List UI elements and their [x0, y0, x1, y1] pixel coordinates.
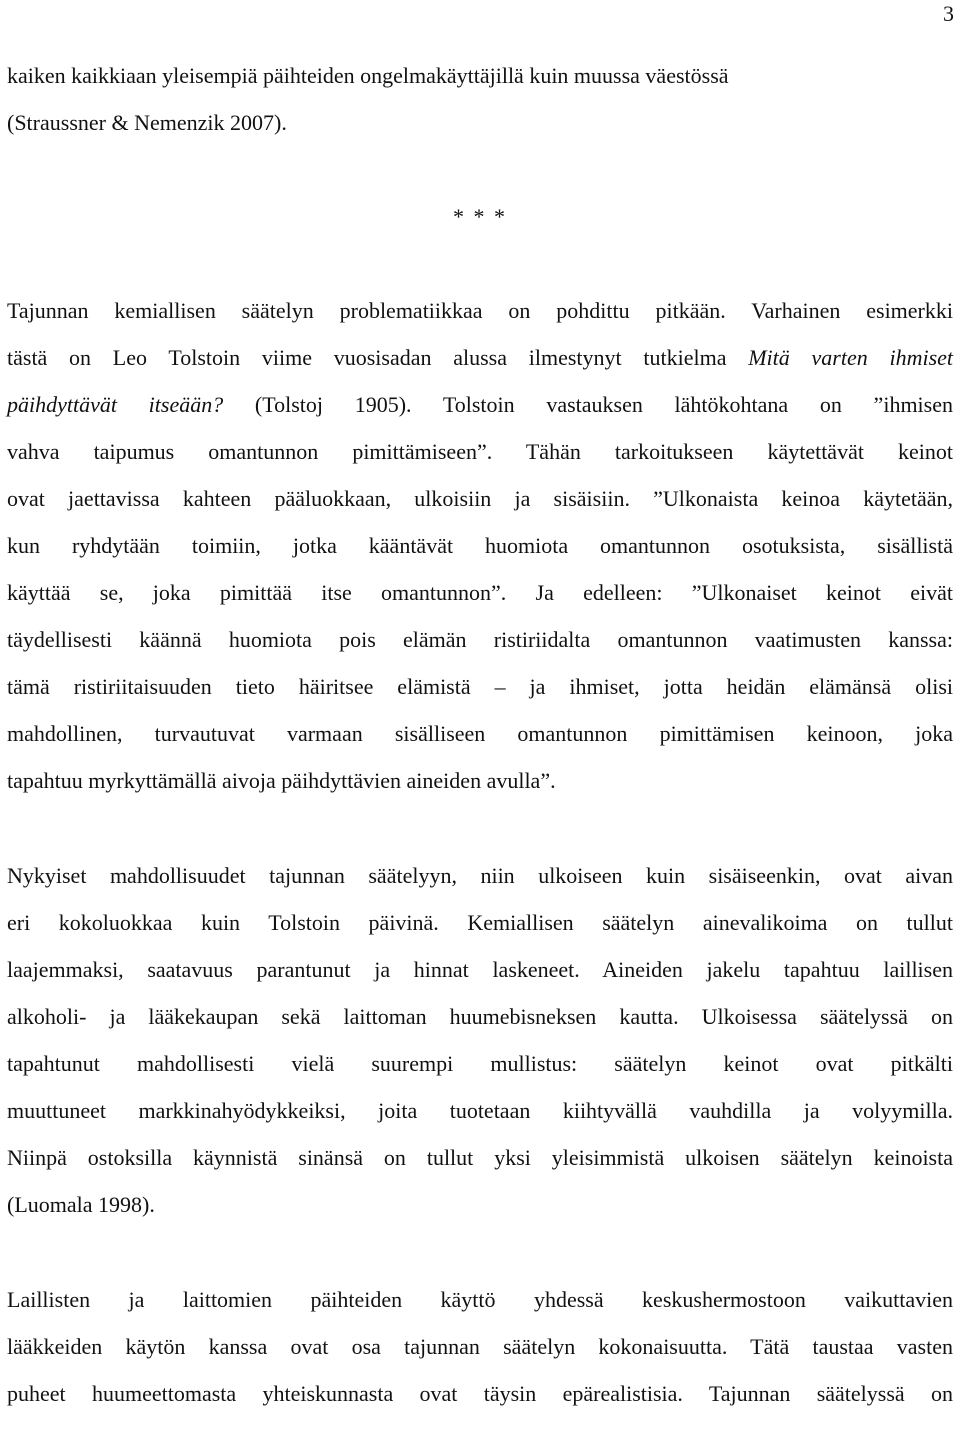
text-line: tapahtuu myrkyttämällä aivoja päihdyttävien aineiden avulla”.	[7, 768, 556, 793]
text-line: mahdollinen, turvautuvat varmaan sisälliseen omantunnon pimittämisen keinoon, joka	[7, 721, 953, 746]
text-line: (Luomala 1998).	[7, 1192, 155, 1217]
text-line: muuttuneet markkinahyödykkeiksi, joita tuotetaan kiihtyvällä vauhdilla ja volyymilla.	[7, 1098, 953, 1123]
paragraph-laillisten	[7, 1276, 953, 1417]
text-line: Nykyiset mahdollisuudet tajunnan säätelyyn, niin ulkoiseen kuin sisäiseenkin, ovat aivan	[7, 863, 953, 888]
book-title: Mitä varten ihmiset	[748, 345, 954, 370]
spacer	[7, 804, 953, 852]
section-separator: * * *	[453, 204, 507, 229]
paragraph-nykyiset	[7, 852, 953, 1228]
text-line: laajemmaksi, saatavuus parantunut ja hinnat laskeneet. Aineiden jakelu tapahtuu laillisen	[7, 957, 953, 982]
text-line: kun ryhdytään toimiin, jotka kääntävät huomiota omantunnon osotuksista, sisällistä	[7, 533, 953, 558]
paragraph-intro-continuation	[7, 52, 953, 146]
page-number: 3	[943, 1, 954, 26]
text-line: vahva taipumus omantunnon pimittämiseen”. Tähän tarkoitukseen käytettävät keinot	[7, 439, 953, 464]
text-line: (Straussner & Nemenzik 2007).	[7, 110, 287, 135]
spacer	[7, 146, 953, 193]
text-line: täydellisesti käännä huomiota pois elämän ristiriidalta omantunnon vaatimusten kanssa:	[7, 627, 953, 652]
text-line: ovat jaettavissa kahteen pääluokkaan, ulkoisiin ja sisäisiin. ”Ulkonaista keinoa käytetään,	[7, 486, 953, 511]
text-line: tapahtunut mahdollisesti vielä suurempi mullistus: säätelyn keinot ovat pitkälti	[7, 1051, 953, 1076]
text-line	[7, 334, 953, 381]
text-line: käyttää se, joka pimittää itse omantunnon”. Ja edelleen: ”Ulkonaiset keinot eivät	[7, 580, 953, 605]
text-line: puheet huumeettomasta yhteiskunnasta ovat täysin epärealistisia. Tajunnan säätelyssä on	[7, 1381, 953, 1406]
book-title: päihdyttävät itseään?	[7, 392, 224, 417]
text-line: lääkkeiden käytön kanssa ovat osa tajunnan säätelyn kokonaisuutta. Tätä taustaa vasten	[7, 1334, 953, 1359]
text-line: Laillisten ja laittomien päihteiden käyttö yhdessä keskushermostoon vaikuttavien	[7, 1287, 953, 1312]
text-segment: (Tolstoj 1905). Tolstoin vastauksen lähtökohtana on ”ihmisen	[223, 392, 953, 417]
paragraph-tolstoi	[7, 287, 953, 804]
text-line: kaiken kaikkiaan yleisempiä päihteiden ongelmakäyttäjillä kuin muussa väestössä	[7, 63, 729, 88]
text-line	[7, 381, 953, 428]
spacer	[7, 240, 953, 287]
text-line: Tajunnan kemiallisen säätelyn problematiikkaa on pohdittu pitkään. Varhainen esimerkki	[7, 298, 953, 323]
text-line: alkoholi- ja lääkekaupan sekä laittoman huumebisneksen kautta. Ulkoisessa säätelyssä on	[7, 1004, 953, 1029]
spacer	[7, 1228, 953, 1276]
text-segment: tästä on Leo Tolstoin viime vuosisadan alussa ilmestynyt tutkielma	[7, 345, 749, 370]
document-body	[7, 52, 953, 1417]
text-line: tämä ristiriitaisuuden tieto häiritsee elämistä – ja ihmiset, jotta heidän elämänsä olisi	[7, 674, 953, 699]
text-line: Niinpä ostoksilla käynnistä sinänsä on tullut yksi yleisimmistä ulkoisen säätelyn keinoista	[7, 1145, 953, 1170]
text-line: eri kokoluokkaa kuin Tolstoin päivinä. Kemiallisen säätelyn ainevalikoima on tullut	[7, 910, 953, 935]
